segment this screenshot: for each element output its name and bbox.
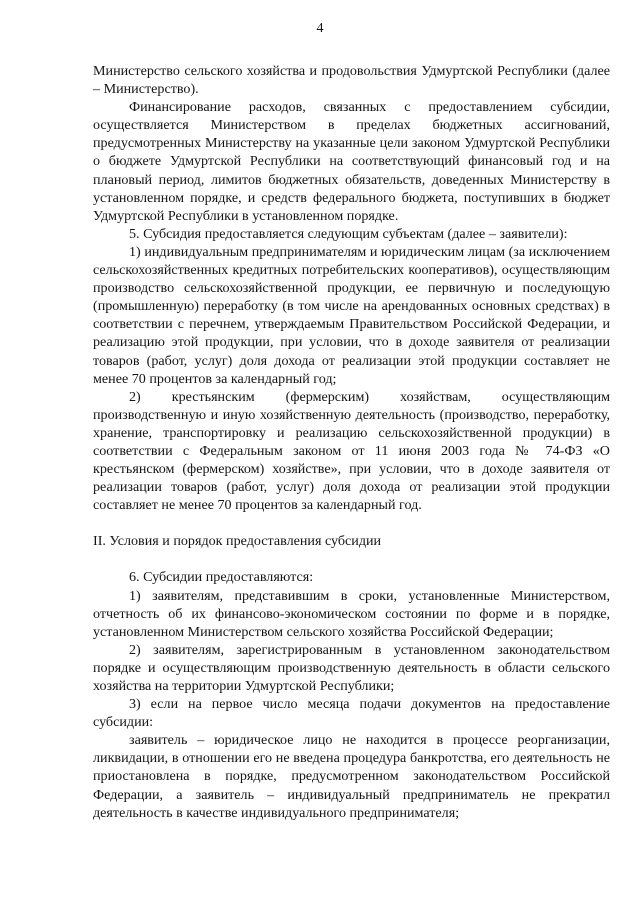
list-item: 1) заявителям, представившим в сроки, установленные Министерством, отчетность об их финансово-экономическом состоянии по форме и в порядке, установленном Министерством сельского хозяйства Российской Федерации; [93, 587, 610, 640]
paragraph: 6. Субсидии предоставляются: [129, 569, 314, 586]
section-heading: II. Условия и порядок предоставления субсидии [93, 533, 382, 550]
paragraph: Министерство сельского хозяйства и продовольствия Удмуртской Республики (далее – Министерство). [93, 63, 610, 98]
paragraph: заявитель – юридическое лицо не находится в процессе реорганизации, ликвидации, в отношении его не введена процедура банкротства, его деятельность не приостановлена в порядке, предусмотренном законодательством Российской Федерации, а заявитель – индивидуальный предприниматель не прекратил деятельность в качестве индивидуального предпринимателя; [93, 732, 610, 821]
document-body [93, 62, 610, 822]
paragraph: 5. Субсидия предоставляется следующим субъектам (далее – заявители): [129, 225, 568, 242]
list-item: 1) индивидуальным предпринимателям и юридическим лицам (за исключением сельскохозяйственных кредитных потребительских кооперативов), осуществляющим производство сельскохозяйственной продукции, ее первичную и последующую (промышленную) переработку (в том числе на арендованных основных средствах) в соответствии с перечнем, утверждаемым Правительством Российской Федерации, и реализацию этой продукции, при условии, что в доходе заявителя от реализации товаров (работ, услуг) доля дохода от реализации этой продукции составляет не менее 70 процентов за календарный год; [93, 243, 610, 387]
paragraph: Финансирование расходов, связанных с предоставлением субсидии, осуществляется Министерством в пределах бюджетных ассигнований, предусмотренных Министерству на указанные цели законом Удмуртской Республики о бюджете Удмуртской Республики на соответствующий финансовый год и на плановый период, лимитов бюджетных обязательств, доведенных Министерству в установленном порядке, и средств федерального бюджета, поступивших в бюджет Удмуртской Республики в установленном порядке. [93, 99, 610, 224]
list-item: 2) крестьянским (фермерским) хозяйствам, осуществляющим производственную и иную хозяйственную деятельность (производство, переработку, хранение, транспортировку и реализацию сельскохозяйственной продукции) в соответствии с Федеральным законом от 11 июня 2003 года № 74-ФЗ «О крестьянском (фермерском) хозяйстве», при условии, что в доходе заявителя от реализации товаров (работ, услуг) доля дохода от реализации этой продукции составляет не менее 70 процентов за календарный год. [93, 388, 610, 514]
list-item: 3) если на первое число месяца подачи документов на предоставление субсидии: [93, 696, 610, 731]
list-item: 2) заявителям, зарегистрированным в установленном законодательством порядке и осуществляющим производственную деятельность в области сельского хозяйства на территории Удмуртской Республики; [93, 641, 610, 694]
page-number: 4 [316, 21, 324, 36]
